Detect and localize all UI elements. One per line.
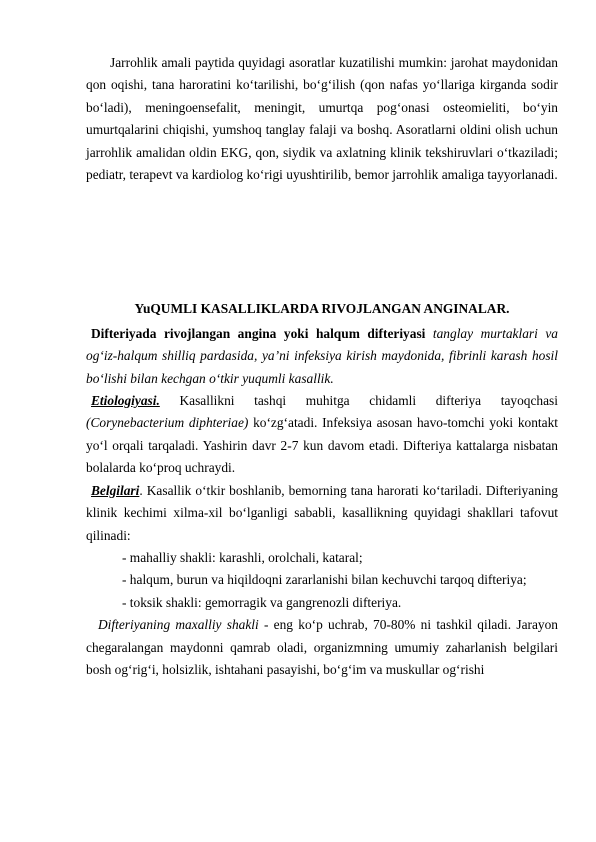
form-item: - mahalliy shakli: karashli, orolchali, kataral;: [122, 549, 363, 565]
signs-text: . Kasallik oʻtkir boshlanib, bemorning tana harorati koʻtariladi. Difteriyaning klinik kechimi xilma-xil boʻlganligi sababli, kasallikning quyidagi shakllari tafovut qilinadi:: [86, 482, 558, 543]
etiology-text-1: Kasallikni tashqi muhitga chidamli difteriya tayoqchasi: [159, 393, 558, 409]
etiology-label: Etiologiyasi.: [91, 393, 160, 409]
definition-text: tanglay murtaklari va ogʻiz-halqum shilliq pardasida, yaʼni infeksiya kirish maydonida, fibrinli karash hosil boʻlishi bilan kechgan oʻtkir yuqumli kasallik.: [86, 325, 558, 386]
form-item: - halqum, burun va hiqildoqni zararlanishi bilan kechuvchi tarqoq difteriya;: [122, 572, 527, 588]
local-form-term: Difteriyaning maxalliy shakli: [98, 617, 259, 633]
definition-paragraph: [86, 323, 558, 390]
signs-label: Belgilari: [91, 482, 140, 498]
intro-paragraph: Jarrohlik amali paytida quyidagi asoratlar kuzatilishi mumkin: jarohat maydonidan qon oqishi, tana haroratini koʻtarilishi, boʻgʻilish (qon nafas yoʻllariga kirganda sodir boʻladi), meningoensefalit, meningit, umurtqa pogʻonasi osteomieliti, boʻyin umurtqalarini chiqishi, yumshoq tanglay falaji va boshq. Asoratlarni oldini olish uchun jarrohlik amalidan oldin EKG, qon, siydik va axlatning klinik tekshiruvlari oʻtkaziladi; pediatr, terapevt va kardiolog koʻrigi uyushtirilib, bemor jarrohlik amaliga tayyorlanadi.: [86, 55, 558, 183]
etiology-paragraph: [86, 390, 558, 480]
section-heading: YuQUMLI KASALLIKLARDA RIVOJLANGAN ANGINALAR.: [134, 301, 510, 317]
local-form-text: - eng koʻp uchrab, 70-80% ni tashkil qiladi. Jarayon chegaralangan maydonni qamrab oladi, organizmning umumiy zaharlanish belgilari bosh ogʻrigʻi, holsizlik, ishtahani pasayishi, boʻgʻim va muskullar ogʻrishi: [86, 617, 558, 677]
spacer: [86, 186, 558, 298]
etiology-text-2: koʻzgʻatadi. Infeksiya asosan havo-tomchi yoki kontakt yoʻl orqali tarqaladi. Yashirin davr 2-7 kun davom etadi. Difteriya kattalarga nisbatan bolalarda koʻproq uchraydi.: [86, 415, 559, 476]
document-page: [86, 52, 558, 681]
form-item: - toksik shakli: gemorragik va gangrenozli difteriya.: [122, 594, 402, 610]
etiology-latin-name: (Corynebacterium diphteriae): [86, 415, 249, 431]
signs-paragraph: [86, 480, 558, 547]
definition-term: Difteriyada rivojlangan angina yoki halqum difteriyasi: [91, 325, 426, 341]
local-form-paragraph: [86, 614, 558, 681]
